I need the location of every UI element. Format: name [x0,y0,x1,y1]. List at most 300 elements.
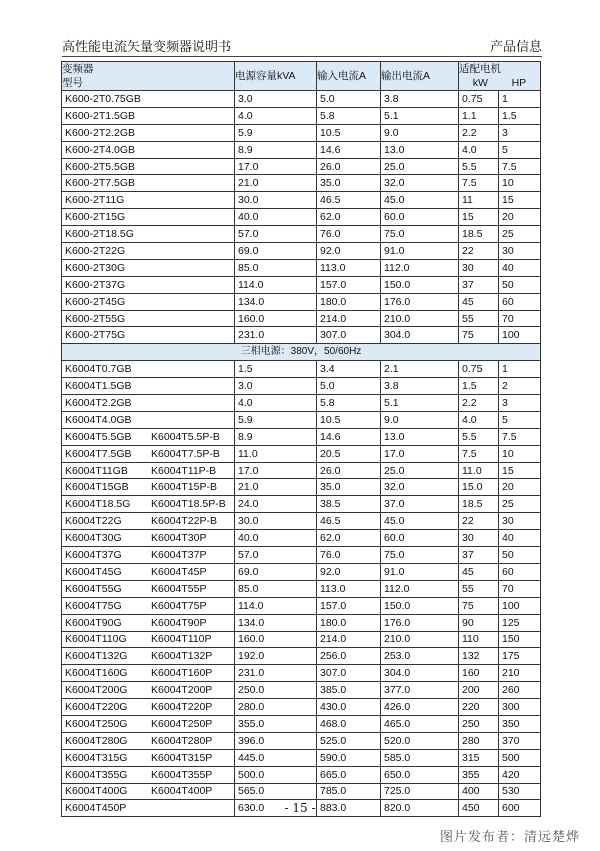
table-row [62,91,541,108]
motor-hp-cell: 15 [499,462,541,479]
motor-kw-cell: 30 [459,530,499,547]
model-name: K6004T37G [65,548,122,561]
model-cell [62,766,235,783]
motor-kw-cell: 400 [459,783,499,800]
model-name: K600-2T11G [65,194,125,207]
input-current-cell: 62.0 [317,530,381,547]
output-current-cell: 3.8 [381,91,459,108]
model-name: K6004T5.5GB [65,430,132,443]
output-current-cell: 25.0 [381,462,459,479]
header-power: 电源容量kVA [235,62,317,91]
input-current-cell: 92.0 [317,563,381,580]
input-current-cell: 430.0 [317,699,381,716]
header-output: 输出电流A [381,62,459,91]
table-row [62,124,541,141]
motor-kw-cell: 0.75 [459,91,499,108]
power-cell: 4.0 [235,107,317,124]
power-cell: 3.0 [235,378,317,395]
power-cell: 630.0 [235,800,317,817]
motor-hp-cell: 420 [499,766,541,783]
motor-hp-cell: 3 [499,395,541,412]
motor-hp-cell: 530 [499,783,541,800]
power-cell: 565.0 [235,783,317,800]
input-current-cell: 157.0 [317,276,381,293]
model-alt-name: K6004T200P [151,684,213,697]
power-cell: 160.0 [235,631,317,648]
motor-kw-cell: 0.75 [459,361,499,378]
model-cell [62,243,235,260]
motor-kw-cell: 22 [459,243,499,260]
model-name: K6004T200G [65,684,128,697]
power-cell: 192.0 [235,648,317,665]
model-cell [62,327,235,344]
model-name: K6004T90G [65,616,122,629]
model-cell [62,462,235,479]
motor-kw-cell: 4.0 [459,141,499,158]
model-alt-name: K6004T18.5P-B [151,498,226,511]
model-cell [62,209,235,226]
model-name: K6004T2.2GB [65,396,132,409]
model-name: K600-2T5.5GB [65,160,136,173]
table-row [62,293,541,310]
model-name: K600-2T30G [65,261,126,274]
table-row [62,428,541,445]
table-row [62,141,541,158]
model-cell [62,124,235,141]
model-alt-name: K6004T15P-B [151,481,217,494]
output-current-cell: 820.0 [381,800,459,817]
model-name: K600-2T22G [65,244,126,257]
table-row [62,513,541,530]
motor-hp-cell: 60 [499,293,541,310]
table-row [62,209,541,226]
model-cell [62,580,235,597]
power-cell: 5.9 [235,411,317,428]
model-alt-name: K6004T220P [151,701,213,713]
motor-hp-cell: 600 [499,800,541,817]
motor-kw-cell: 30 [459,259,499,276]
model-alt-name: K6004T37P [151,548,207,561]
table-row [62,580,541,597]
model-cell [62,361,235,378]
model-cell [62,513,235,530]
output-current-cell: 13.0 [381,428,459,445]
power-cell: 8.9 [235,428,317,445]
model-cell [62,310,235,327]
motor-kw-cell: 220 [459,699,499,716]
motor-hp-cell: 70 [499,580,541,597]
model-name: K600-2T75G [65,329,126,342]
input-current-cell: 5.8 [317,107,381,124]
output-current-cell: 45.0 [381,513,459,530]
model-name: K6004T45G [65,565,122,578]
input-current-cell: 468.0 [317,715,381,732]
motor-hp-cell: 30 [499,513,541,530]
model-alt-name: K6004T22P-B [151,515,217,528]
motor-hp-cell: 370 [499,732,541,749]
motor-hp-cell: 100 [499,597,541,614]
motor-hp-cell: 30 [499,243,541,260]
power-cell: 17.0 [235,158,317,175]
input-current-cell: 62.0 [317,209,381,226]
model-cell [62,107,235,124]
motor-kw-cell: 22 [459,513,499,530]
model-cell [62,293,235,310]
output-current-cell: 377.0 [381,682,459,699]
power-cell: 134.0 [235,293,317,310]
input-current-cell: 10.5 [317,411,381,428]
motor-kw-cell: 250 [459,715,499,732]
model-cell [62,631,235,648]
output-current-cell: 253.0 [381,648,459,665]
input-current-cell: 46.5 [317,513,381,530]
motor-hp-cell: 40 [499,530,541,547]
model-alt-name: K6004T75P [151,599,207,612]
model-cell [62,378,235,395]
motor-kw-cell: 450 [459,800,499,817]
motor-hp-cell: 125 [499,614,541,631]
output-current-cell: 150.0 [381,276,459,293]
output-current-cell: 210.0 [381,631,459,648]
spec-table [61,61,541,817]
table-row [62,699,541,716]
motor-kw-cell: 11.0 [459,462,499,479]
model-cell [62,259,235,276]
table-row [62,361,541,378]
motor-hp-cell: 3 [499,124,541,141]
power-cell: 30.0 [235,192,317,209]
power-cell: 4.0 [235,395,317,412]
input-current-cell: 157.0 [317,597,381,614]
input-current-cell: 14.6 [317,141,381,158]
table-row [62,276,541,293]
output-current-cell: 9.0 [381,124,459,141]
motor-hp-cell: 150 [499,631,541,648]
motor-kw-cell: 11 [459,192,499,209]
section-row [62,344,541,361]
power-cell: 280.0 [235,699,317,716]
output-current-cell: 304.0 [381,665,459,682]
motor-hp-cell: 5 [499,411,541,428]
power-cell: 85.0 [235,259,317,276]
model-alt-name: K6004T11P-B [151,464,217,477]
motor-hp-cell: 500 [499,749,541,766]
model-cell [62,411,235,428]
model-alt-name: K6004T5.5P-B [151,430,220,443]
output-current-cell: 13.0 [381,141,459,158]
output-current-cell: 25.0 [381,158,459,175]
power-cell: 250.0 [235,682,317,699]
section-label: 三相电源：380V，50/60Hz [62,344,541,361]
table-row [62,631,541,648]
model-cell [62,783,235,800]
power-cell: 11.0 [235,445,317,462]
input-current-cell: 180.0 [317,614,381,631]
model-cell [62,276,235,293]
table-row [62,175,541,192]
motor-hp-cell: 25 [499,226,541,243]
model-cell [62,699,235,716]
input-current-cell: 14.6 [317,428,381,445]
output-current-cell: 426.0 [381,699,459,716]
input-current-cell: 113.0 [317,259,381,276]
output-current-cell: 3.8 [381,378,459,395]
power-cell: 40.0 [235,530,317,547]
model-name: K6004T30G [65,532,122,545]
power-cell: 445.0 [235,749,317,766]
motor-kw-cell: 55 [459,310,499,327]
input-current-cell: 26.0 [317,158,381,175]
model-name: K6004T7.5GB [65,447,132,460]
model-cell [62,597,235,614]
motor-hp-cell: 300 [499,699,541,716]
motor-hp-cell: 40 [499,259,541,276]
model-name: K600-2T37G [65,278,126,291]
model-alt-name: K6004T45P [151,565,207,578]
input-current-cell: 113.0 [317,580,381,597]
model-name: K600-2T1.5GB [65,109,136,122]
power-cell: 40.0 [235,209,317,226]
output-current-cell: 585.0 [381,749,459,766]
power-cell: 114.0 [235,276,317,293]
header-model: 变频器 型号 [62,62,235,91]
output-current-cell: 210.0 [381,310,459,327]
input-current-cell: 46.5 [317,192,381,209]
output-current-cell: 176.0 [381,293,459,310]
output-current-cell: 112.0 [381,580,459,597]
motor-kw-cell: 90 [459,614,499,631]
motor-hp-cell: 20 [499,479,541,496]
watermark: 图片发布者：清远楚烨 [439,830,580,845]
section-title: 产品信息 [489,40,542,55]
motor-kw-cell: 5.5 [459,428,499,445]
model-name: K6004T280G [65,734,128,747]
model-alt-name: K6004T55P [151,582,207,595]
output-current-cell: 91.0 [381,563,459,580]
motor-kw-cell: 200 [459,682,499,699]
model-name: K6004T11GB [65,464,128,477]
table-body [62,91,541,817]
motor-kw-cell: 4.0 [459,411,499,428]
input-current-cell: 307.0 [317,665,381,682]
model-name: K6004T132G [65,650,128,663]
output-current-cell: 75.0 [381,547,459,564]
power-cell: 355.0 [235,715,317,732]
motor-kw-cell: 37 [459,276,499,293]
model-cell [62,563,235,580]
model-alt-name: K6004T7.5P-B [151,447,220,460]
motor-hp-cell: 60 [499,563,541,580]
input-current-cell: 307.0 [317,327,381,344]
motor-kw-cell: 75 [459,597,499,614]
power-cell: 69.0 [235,563,317,580]
output-current-cell: 650.0 [381,766,459,783]
page-number: - 15 - [284,801,316,815]
power-cell: 114.0 [235,597,317,614]
motor-kw-cell: 45 [459,563,499,580]
input-current-cell: 5.0 [317,91,381,108]
output-current-cell: 32.0 [381,175,459,192]
power-cell: 57.0 [235,226,317,243]
output-current-cell: 9.0 [381,411,459,428]
output-current-cell: 112.0 [381,259,459,276]
motor-kw-cell: 37 [459,547,499,564]
model-name: K600-2T45G [65,295,126,308]
input-current-cell: 525.0 [317,732,381,749]
table-row [62,766,541,783]
motor-kw-cell: 18.5 [459,496,499,513]
input-current-cell: 665.0 [317,766,381,783]
output-current-cell: 465.0 [381,715,459,732]
output-current-cell: 725.0 [381,783,459,800]
motor-hp-cell: 260 [499,682,541,699]
motor-kw-cell: 15 [459,209,499,226]
model-name: K6004T75G [65,599,122,612]
table-row [62,378,541,395]
output-current-cell: 5.1 [381,107,459,124]
model-alt-name: K6004T30P [151,532,207,545]
input-current-cell: 35.0 [317,479,381,496]
model-name: K6004T18.5G [65,498,131,511]
table-row [62,243,541,260]
motor-hp-cell: 210 [499,665,541,682]
power-cell: 69.0 [235,243,317,260]
input-current-cell: 590.0 [317,749,381,766]
model-alt-name: K6004T110P [151,633,212,646]
motor-hp-cell: 175 [499,648,541,665]
motor-kw-cell: 315 [459,749,499,766]
power-cell: 8.9 [235,141,317,158]
model-cell [62,395,235,412]
motor-hp-cell: 2 [499,378,541,395]
model-alt-name: K6004T90P [151,616,207,629]
model-cell [62,732,235,749]
motor-hp-cell: 50 [499,547,541,564]
output-current-cell: 32.0 [381,479,459,496]
table-row [62,158,541,175]
power-cell: 160.0 [235,310,317,327]
table-row [62,107,541,124]
table-row [62,192,541,209]
motor-hp-cell: 10 [499,445,541,462]
model-alt-name: K6004T132P [151,650,213,663]
table-row [62,715,541,732]
table-row [62,665,541,682]
model-alt-name: K6004T160P [151,667,213,680]
motor-kw-cell: 55 [459,580,499,597]
input-current-cell: 26.0 [317,462,381,479]
output-current-cell: 45.0 [381,192,459,209]
table-row [62,597,541,614]
motor-kw-cell: 280 [459,732,499,749]
header-kw: kW [472,77,488,89]
model-name: K600-2T4.0GB [65,143,136,156]
model-name: K600-2T15G [65,211,126,224]
motor-hp-cell: 70 [499,310,541,327]
table-row [62,226,541,243]
table-row [62,749,541,766]
output-current-cell: 60.0 [381,209,459,226]
power-cell: 1.5 [235,361,317,378]
model-name: K600-2T7.5GB [65,177,136,190]
motor-hp-cell: 7.5 [499,428,541,445]
motor-hp-cell: 15 [499,192,541,209]
model-cell [62,445,235,462]
model-name: K6004T4.0GB [65,413,132,426]
page-header [62,36,542,57]
motor-hp-cell: 350 [499,715,541,732]
model-name: K6004T355G [65,768,128,781]
input-current-cell: 256.0 [317,648,381,665]
input-current-cell: 38.5 [317,496,381,513]
model-cell [62,749,235,766]
header-input: 输入电流A [317,62,381,91]
power-cell: 134.0 [235,614,317,631]
power-cell: 5.9 [235,124,317,141]
input-current-cell: 92.0 [317,243,381,260]
power-cell: 57.0 [235,547,317,564]
motor-hp-cell: 50 [499,276,541,293]
output-current-cell: 304.0 [381,327,459,344]
output-current-cell: 60.0 [381,530,459,547]
header-hp: HP [511,77,527,89]
model-name: K600-2T0.75GB [65,92,141,105]
output-current-cell: 91.0 [381,243,459,260]
table-row [62,614,541,631]
model-name: K6004T0.7GB [65,363,132,376]
model-name: K6004T1.5GB [65,380,132,393]
table-row [62,530,541,547]
motor-kw-cell: 45 [459,293,499,310]
table-header-row [62,62,541,91]
model-name: K6004T250G [65,717,128,730]
motor-hp-cell: 7.5 [499,158,541,175]
model-cell [62,614,235,631]
model-cell [62,91,235,108]
table-row [62,682,541,699]
output-current-cell: 75.0 [381,226,459,243]
input-current-cell: 883.0 [317,800,381,817]
power-cell: 500.0 [235,766,317,783]
power-cell: 3.0 [235,91,317,108]
motor-kw-cell: 15.0 [459,479,499,496]
model-name: K6004T55G [65,582,122,595]
model-name: K6004T400G [65,785,128,798]
motor-kw-cell: 132 [459,648,499,665]
motor-hp-cell: 1.5 [499,107,541,124]
model-name: K6004T22G [65,515,122,528]
table-row [62,732,541,749]
model-cell [62,479,235,496]
motor-hp-cell: 100 [499,327,541,344]
table-row [62,648,541,665]
table-row [62,411,541,428]
input-current-cell: 35.0 [317,175,381,192]
model-cell [62,715,235,732]
power-cell: 231.0 [235,665,317,682]
model-cell [62,547,235,564]
motor-kw-cell: 7.5 [459,175,499,192]
table-row [62,563,541,580]
power-cell: 24.0 [235,496,317,513]
input-current-cell: 5.8 [317,395,381,412]
motor-kw-cell: 160 [459,665,499,682]
power-cell: 21.0 [235,175,317,192]
motor-kw-cell: 1.5 [459,378,499,395]
input-current-cell: 214.0 [317,631,381,648]
table-row [62,479,541,496]
table-row [62,496,541,513]
